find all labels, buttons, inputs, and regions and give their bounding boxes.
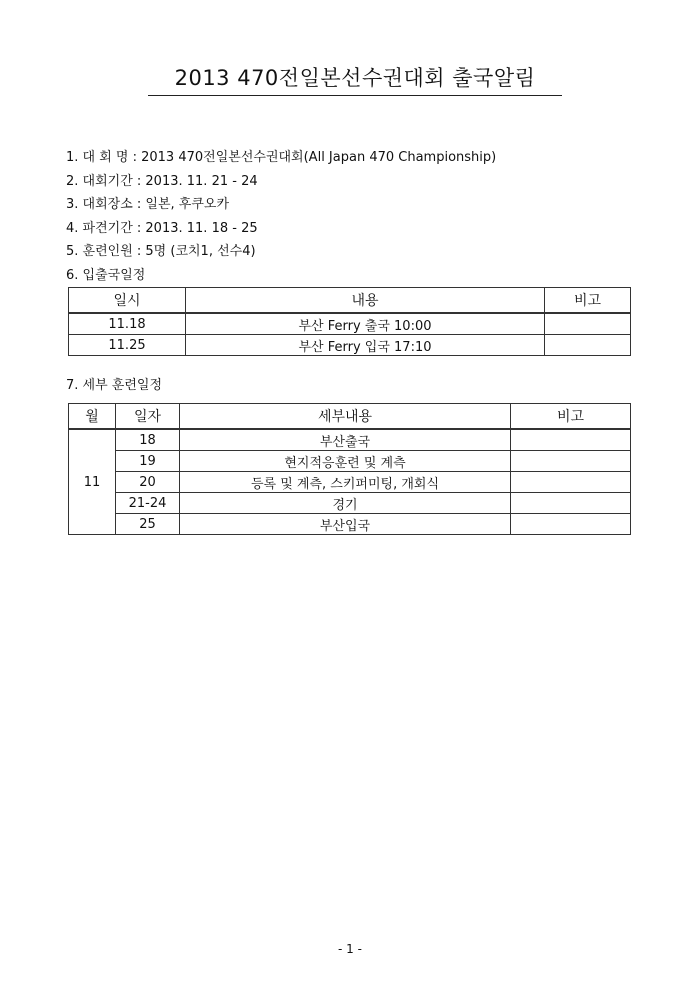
info-item-schedule-heading: 6. 입출국일정 (66, 267, 146, 283)
cell-content: 부산 Ferry 출국 10:00 (186, 313, 545, 335)
training-schedule-table (68, 403, 631, 535)
header-content: 내용 (186, 288, 545, 314)
cell-datetime: 11.25 (69, 335, 186, 356)
info-item-dispatch-period: 4. 파견기간 : 2013. 11. 18 - 25 (66, 220, 258, 236)
cell-details: 등록 및 계측, 스키퍼미팅, 개회식 (180, 472, 511, 493)
table-row (69, 514, 631, 535)
header-month: 월 (69, 404, 116, 430)
cell-remarks (511, 451, 631, 472)
cell-month: 11 (69, 429, 116, 535)
info-item-venue: 3. 대회장소 : 일본, 후쿠오카 (66, 197, 230, 212)
cell-remarks (511, 514, 631, 535)
cell-remarks (511, 472, 631, 493)
table-row (69, 335, 631, 356)
cell-day: 25 (116, 514, 180, 535)
cell-datetime: 11.18 (69, 313, 186, 335)
table-header-row (69, 404, 631, 430)
info-item-event-name: 1. 대 회 명 : 2013 470전일본선수권대회(All Japan 470 Championship) (66, 150, 497, 165)
cell-content: 부산 Ferry 입국 17:10 (186, 335, 545, 356)
info-item-personnel: 5. 훈련인원 : 5명 (코치1, 선수4) (66, 244, 256, 259)
header-remarks: 비고 (545, 288, 631, 314)
document-title: 2013 470전일본선수권대회 출국알림 (148, 62, 562, 96)
cell-day: 19 (116, 451, 180, 472)
table-row (69, 313, 631, 335)
section-7-heading: 7. 세부 훈련일정 (66, 378, 163, 393)
header-details: 세부내용 (180, 404, 511, 430)
page-number: - 1 - (338, 942, 362, 956)
cell-remarks (511, 493, 631, 514)
cell-remarks (511, 429, 631, 451)
cell-details: 현지적응훈련 및 계측 (180, 451, 511, 472)
header-day: 일자 (116, 404, 180, 430)
table-row (69, 493, 631, 514)
info-list (66, 146, 496, 287)
header-datetime: 일시 (69, 288, 186, 314)
table-row (69, 429, 631, 451)
cell-day: 21-24 (116, 493, 180, 514)
header-remarks: 비고 (511, 404, 631, 430)
cell-day: 20 (116, 472, 180, 493)
cell-details: 부산입국 (180, 514, 511, 535)
cell-details: 경기 (180, 493, 511, 514)
table-header-row (69, 288, 631, 314)
cell-remarks (545, 335, 631, 356)
table-row (69, 472, 631, 493)
cell-details: 부산출국 (180, 429, 511, 451)
cell-remarks (545, 313, 631, 335)
cell-day: 18 (116, 429, 180, 451)
departure-schedule-table (68, 287, 631, 356)
table-row (69, 451, 631, 472)
info-item-event-period: 2. 대회기간 : 2013. 11. 21 - 24 (66, 173, 258, 189)
